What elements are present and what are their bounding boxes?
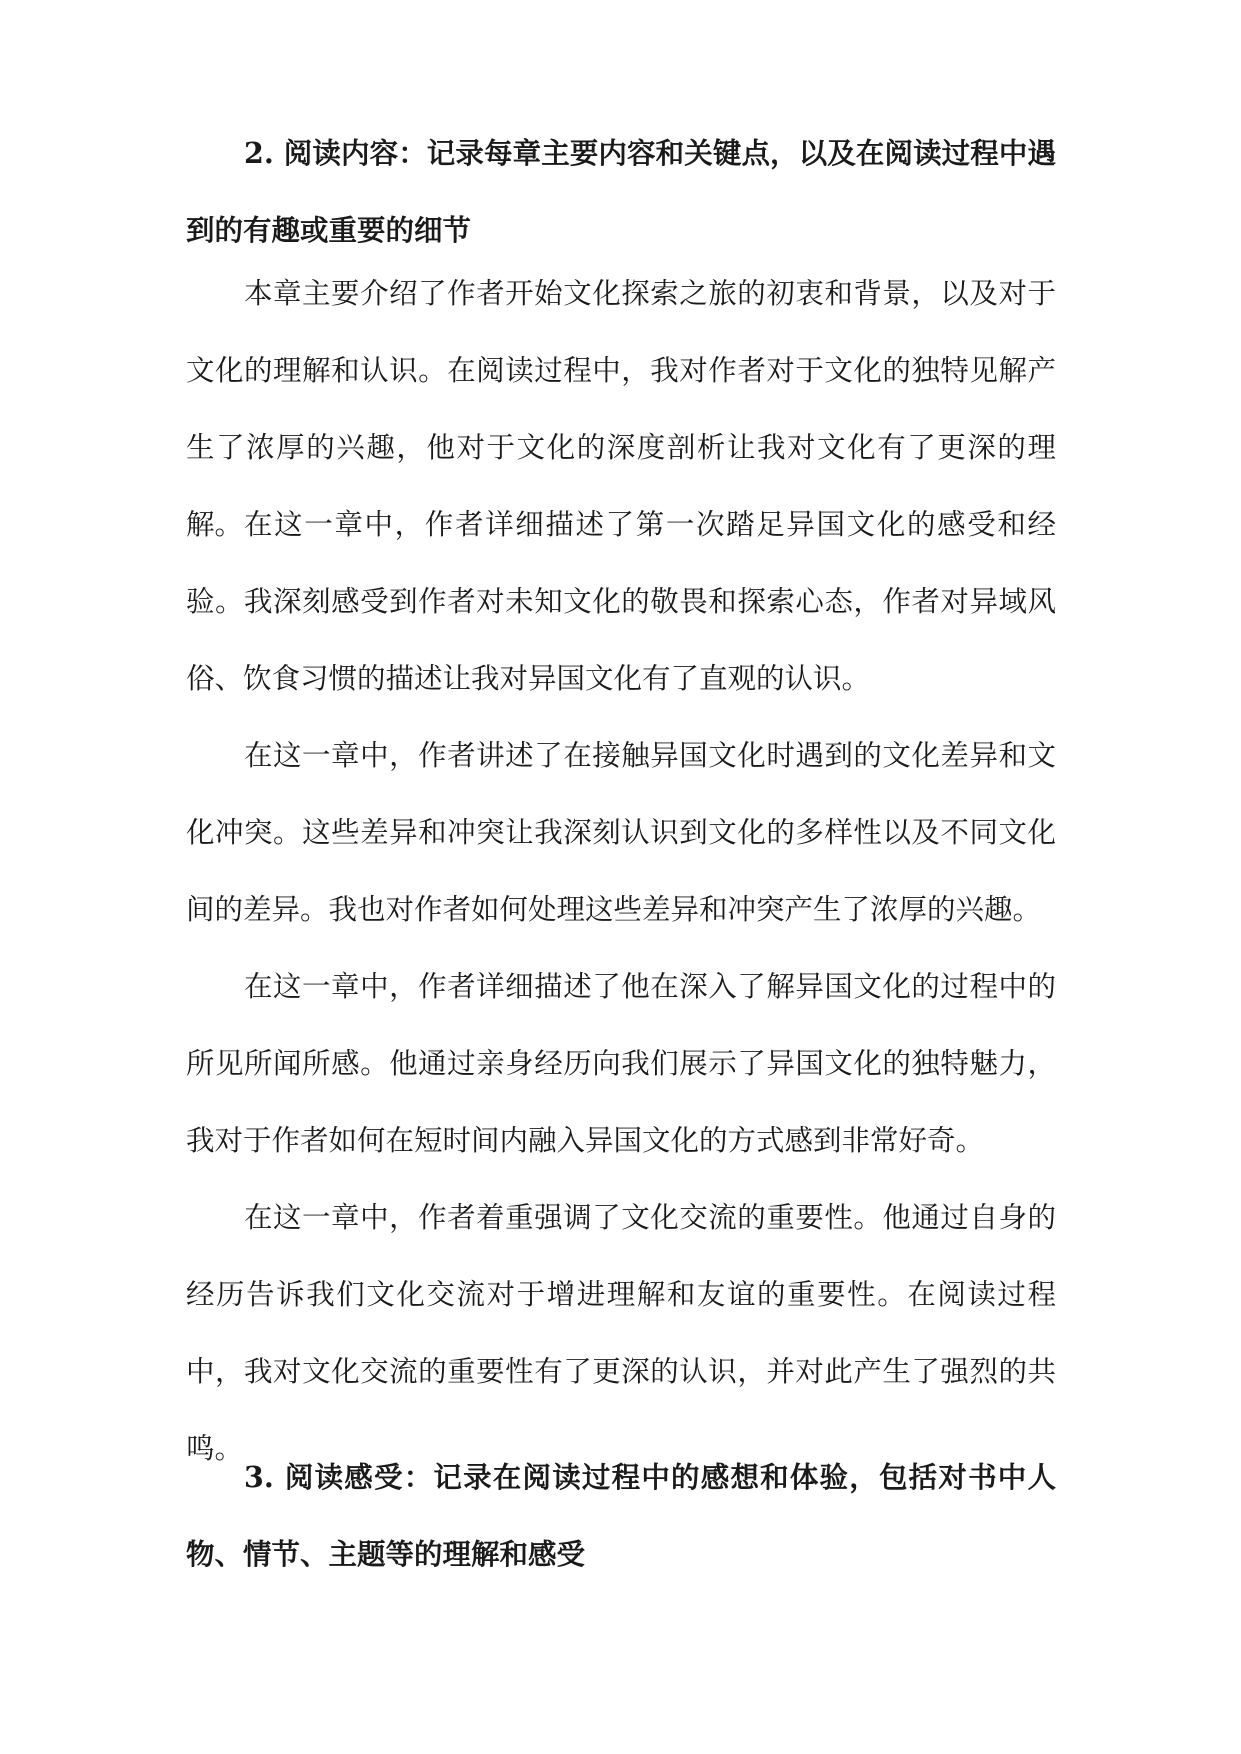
section-heading-reading-feelings: 3. 阅读感受：记录在阅读过程中的感想和体验，包括对书中人物、情节、主题等的理解和感受 <box>186 1460 1056 1571</box>
paragraph-first-visit: 在这一章中，作者详细描述了第一次踏足异国文化的感受和经验。我深刻感受到作者对未知文化的敬畏和探索心态，作者对异域风俗、饮食习惯的描述让我对异国文化有了直观的认识。 <box>186 508 1056 695</box>
paragraph-cultural-exchange: 在这一章中，作者着重强调了文化交流的重要性。他通过自身的经历告诉我们文化交流对于增进理解和友谊的重要性。在阅读过程中，我对文化交流的重要性有了更深的认识，并对此产生了强烈的共鸣。 <box>186 1201 1056 1465</box>
section-heading-reading-content: 2. 阅读内容：记录每章主要内容和关键点，以及在阅读过程中遇到的有趣或重要的细节 <box>186 136 1056 247</box>
paragraph-chapter-intro: 本章主要介绍了作者开始文化探索之旅的初衷和背景，以及对于文化的理解和认识。在阅读过程中，我对作者对于文化的独特见解产生了浓厚的兴趣，他对于文化的深度剖析让我对文化有了更深的理解。 <box>186 277 1056 541</box>
paragraph-cultural-differences: 在这一章中，作者讲述了在接触异国文化时遇到的文化差异和文化冲突。这些差异和冲突让我深刻认识到文化的多样性以及不同文化间的差异。我也对作者如何处理这些差异和冲突产生了浓厚的兴趣。 <box>186 739 1056 926</box>
paragraph-experiences: 在这一章中，作者详细描述了他在深入了解异国文化的过程中的所见所闻所感。他通过亲身经历向我们展示了异国文化的独特魅力，我对于作者如何在短时间内融入异国文化的方式感到非常好奇。 <box>186 970 1056 1157</box>
